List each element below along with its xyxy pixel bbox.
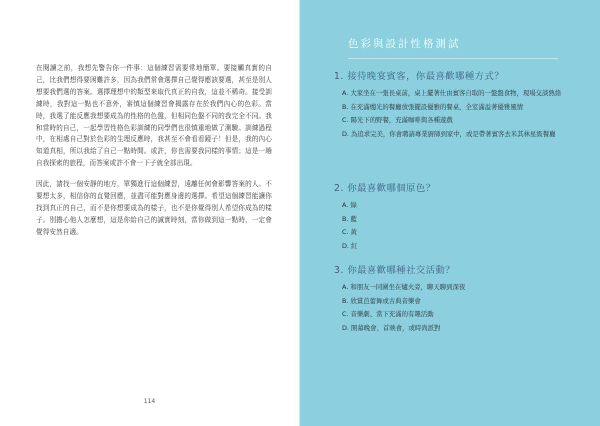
option-a: A. 大家坐在一張長桌前，桌上擺著仕由賓客自取的一盤盤食物，現場交談熱絡 bbox=[342, 89, 562, 97]
question-1 bbox=[334, 68, 570, 143]
question-title: 3. 你最喜歡哪種社交活動？ bbox=[334, 265, 456, 276]
option-c: C. 黃 bbox=[342, 228, 357, 237]
right-page bbox=[300, 0, 600, 426]
option-c: C. 陽光下的野餐，充滿咖啡與各種遊戲 bbox=[342, 116, 453, 125]
page-number: 114 bbox=[143, 398, 156, 405]
quiz-title: 色彩與設計性格測試 bbox=[348, 38, 461, 50]
option-a: A. 和朋友一同圍坐在爐火旁，聊天聊到深夜 bbox=[342, 283, 466, 291]
question-title: 1. 接待晚宴賓客，你最喜歡哪種方式？ bbox=[334, 71, 505, 82]
body-text bbox=[36, 63, 272, 248]
question-2 bbox=[334, 180, 570, 255]
paragraph: 因此，請找一個安靜的地方，單獨進行這個練習，遠離任何會影響答案的人。不要想太多，相信你的直覺回應，並盡可能對應身邊的選擇。希望這個練習能讓你找到真正的自己，而不是你想要成為的樣子，也不是你覺得別人希望你成為的樣子。別擔心他人怎麼想，這是你給自己的誠實時刻，當你做到這一點時，一定會覺得安然自適。 bbox=[36, 180, 272, 236]
options-list bbox=[342, 201, 570, 250]
option-b: B. 欣賞芭蕾舞或古典音樂會 bbox=[342, 296, 421, 305]
option-d: D. 開幕晚會、首映會，或時尚派對 bbox=[342, 323, 441, 332]
left-page bbox=[0, 0, 299, 426]
option-b: B. 藍 bbox=[342, 214, 357, 223]
title-divider bbox=[348, 58, 558, 59]
paragraph: 在閱讀之前，我想先警告你一件事：這個練習需要常地簡單。要接觸真實的自己，比我們想得要困難許多，因為我們常會選擇自己覺得應該要選，甚至是別人想要我們選的答案。選擇理想中的類型來取代真正的自我，這並不稀奇。接受訓練時，我對這一點也不意外，審慎這個練習會揭露存在於我們內心的色彩。當時，我選了能反應我想要成為的性格的色盤，但相同色盤不同的我完全不同。我和當時的自己，一起學習性格色彩訓練的同學們也很慎重地做了測驗。訓練過程中，在相處自己對於色彩的生理反應時，我甚至不會看看鏡子！但是，我的內心知道真相，所以我給了自己一點時間。或許，你也需要我同樣的事情；這是一趟自我探索的旅程，而答案或許不會一下子就全部出現。 bbox=[36, 64, 272, 168]
option-d: D. 為追求完美，你會聘請專業廚師到家中，或是帶著賓客去米其林星級餐廳 bbox=[342, 129, 556, 138]
options-list bbox=[342, 89, 570, 138]
question-title: 2. 你最喜歡哪個原色？ bbox=[334, 183, 436, 194]
option-c: C. 音樂劇、當下充滿的有趣活動 bbox=[342, 310, 434, 319]
option-b: B. 在充滿燭光的餐廳放張擺設優雅的餐桌，全室滿溢著優雅風情 bbox=[342, 102, 523, 111]
option-d: D. 紅 bbox=[342, 241, 358, 250]
question-3 bbox=[334, 262, 570, 337]
option-a: A. 綠 bbox=[342, 201, 357, 209]
options-list bbox=[342, 283, 570, 332]
